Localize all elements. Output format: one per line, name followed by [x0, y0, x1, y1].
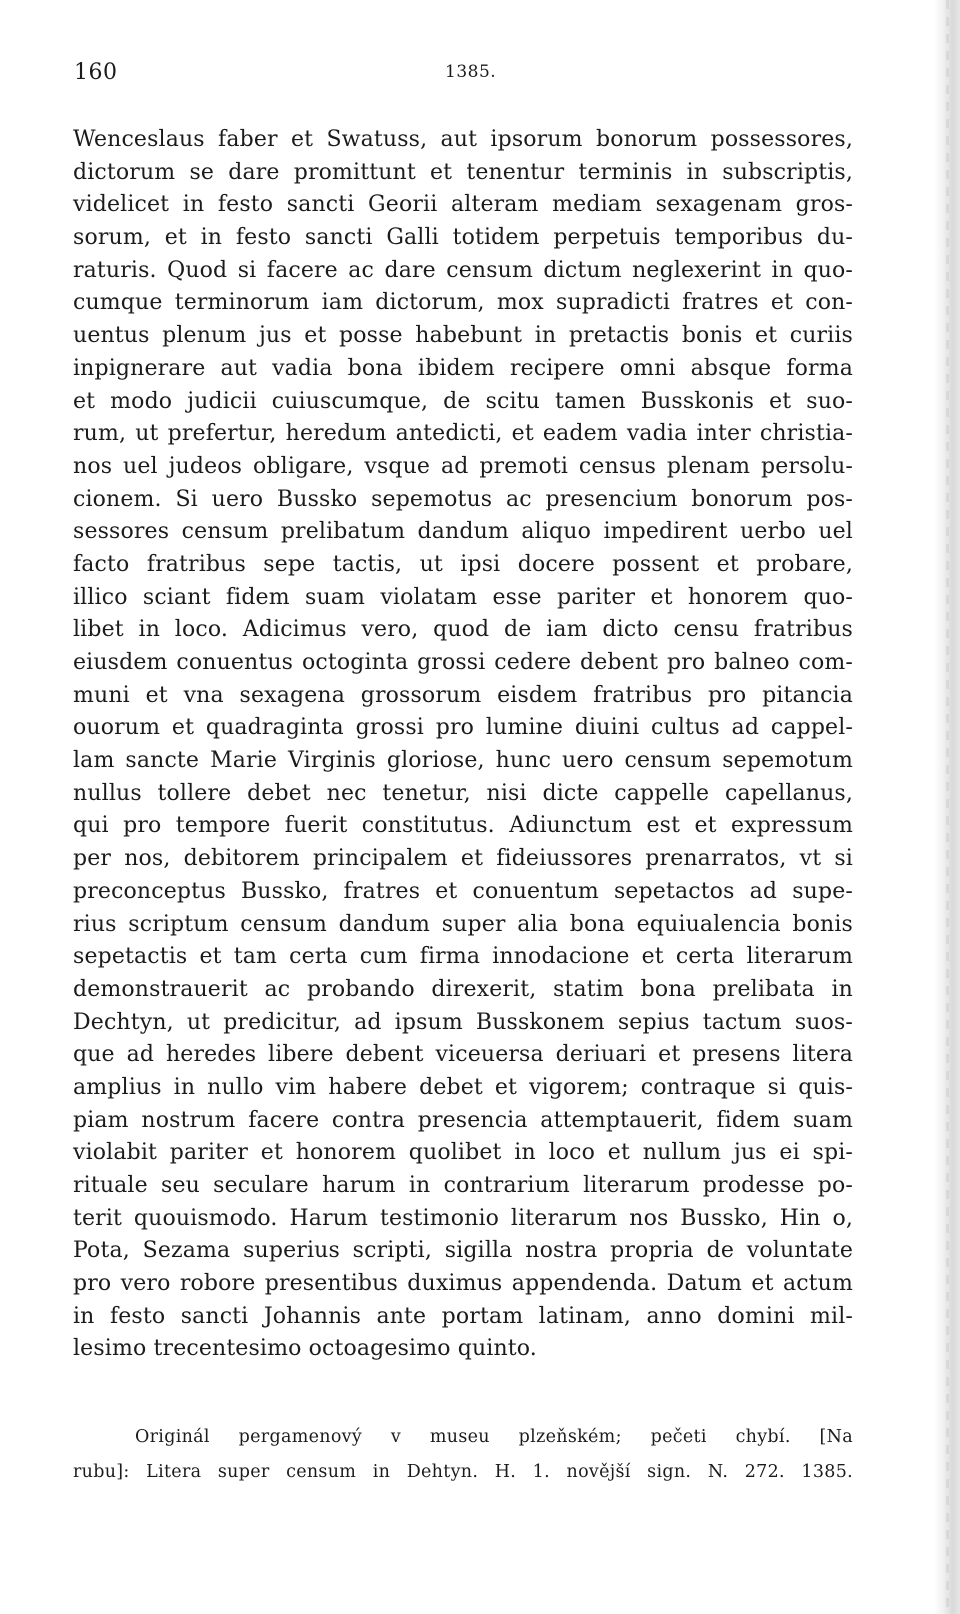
- text-line: sorum, et in festo sancti Galli totidem perpetuis temporibus du-: [73, 225, 853, 251]
- text-line: Pota, Sezama superius scripti, sigilla nostra propria de voluntate: [73, 1238, 853, 1264]
- page-header-year: 1385.: [445, 62, 497, 82]
- text-line: qui pro tempore fuerit constitutus. Adiunctum est et expressum: [73, 813, 853, 839]
- text-line: per nos, debitorem principalem et fideiussores prenarratos, vt si: [73, 846, 853, 872]
- text-line: dictorum se dare promittunt et tenentur terminis in subscriptis,: [73, 159, 853, 185]
- text-line: et modo judicii cuiuscumque, de scitu tamen Busskonis et suo-: [73, 388, 853, 414]
- text-line: Wenceslaus faber et Swatuss, aut ipsorum bonorum possessores,: [73, 127, 853, 152]
- text-line: uentus plenum jus et posse habebunt in pretactis bonis et curiis: [73, 323, 853, 349]
- text-line: cumque terminorum iam dictorum, mox supradicti fratres et con-: [73, 290, 853, 316]
- source-note-line: rubu]: Litera super censum in Dehtyn. H. 1. novější sign. N. 272. 1385.: [73, 1462, 853, 1482]
- text-line: Dechtyn, ut predicitur, ad ipsum Busskonem sepius tactum suos-: [73, 1009, 853, 1035]
- text-line: illico sciant fidem suam violatam esse pariter et honorem quo-: [73, 584, 853, 610]
- scan-page-edge: [934, 0, 960, 1614]
- text-line: libet in loco. Adicimus vero, quod de iam dicto censu fratribus: [73, 617, 853, 643]
- text-line: videlicet in festo sancti Georii alteram mediam sexagenam gros-: [73, 192, 853, 218]
- text-line: cionem. Si uero Bussko sepemotus ac presencium bonorum pos-: [73, 486, 853, 512]
- text-line: raturis. Quod si facere ac dare censum dictum neglexerint in quo-: [73, 257, 853, 283]
- text-line: eiusdem conuentus octoginta grossi cedere debent pro balneo com-: [73, 650, 853, 675]
- text-line: ouorum et quadraginta grossi pro lumine diuini cultus ad cappel-: [73, 715, 853, 741]
- text-line: nos uel judeos obligare, vsque ad premoti census plenam persolu-: [73, 453, 853, 479]
- text-line: lam sancte Marie Virginis gloriose, hunc uero censum sepemotum: [73, 748, 853, 774]
- text-line: sepetactis et tam certa cum firma innodacione et certa literarum: [73, 944, 853, 970]
- text-line: sessores censum prelibatum dandum aliquo impedirent uerbo uel: [73, 519, 853, 545]
- source-note: [73, 1420, 853, 1490]
- text-line: amplius in nullo vim habere debet et vigorem; contraque si quis-: [73, 1074, 853, 1100]
- text-line: in festo sancti Johannis ante portam latinam, anno domini mil-: [73, 1303, 853, 1329]
- text-line: pro vero robore presentibus duximus appendenda. Datum et actum: [73, 1271, 853, 1297]
- page-number: 160: [74, 60, 118, 85]
- text-line: preconceptus Bussko, fratres et conuentum sepetactos ad supe-: [73, 878, 853, 904]
- text-line: rum, ut prefertur, heredum antedicti, et eadem vadia inter christia-: [73, 421, 853, 447]
- text-line: rituale seu seculare harum in contrarium literarum prodesse po-: [73, 1173, 853, 1198]
- text-line: rius scriptum censum dandum super alia bona equiualencia bonis: [73, 911, 853, 937]
- source-note-line: Originál pergamenový v museu plzeňském; pečeti chybí. [Na: [135, 1427, 853, 1447]
- text-line: inpignerare aut vadia bona ibidem recipere omni absque forma: [73, 355, 853, 381]
- text-line: terit quouismodo. Harum testimonio literarum nos Bussko, Hin o,: [73, 1205, 853, 1231]
- text-line: facto fratribus sepe tactis, ut ipsi docere possent et probare,: [73, 551, 853, 577]
- text-line: que ad heredes libere debent viceuersa deriuari et presens litera: [73, 1042, 853, 1068]
- text-line: piam nostrum facere contra presencia attemptauerit, fidem suam: [73, 1107, 853, 1133]
- charter-text: [73, 124, 853, 1366]
- text-line: lesimo trecentesimo octoagesimo quinto.: [73, 1336, 537, 1362]
- text-line: muni et vna sexagena grossorum eisdem fratribus pro pitancia: [73, 682, 853, 708]
- text-line: nullus tollere debet nec tenetur, nisi dicte cappelle capellanus,: [73, 780, 853, 806]
- text-line: violabit pariter et honorem quolibet in loco et nullum jus ei spi-: [73, 1140, 853, 1166]
- text-line: demonstrauerit ac probando direxerit, statim bona prelibata in: [73, 976, 853, 1002]
